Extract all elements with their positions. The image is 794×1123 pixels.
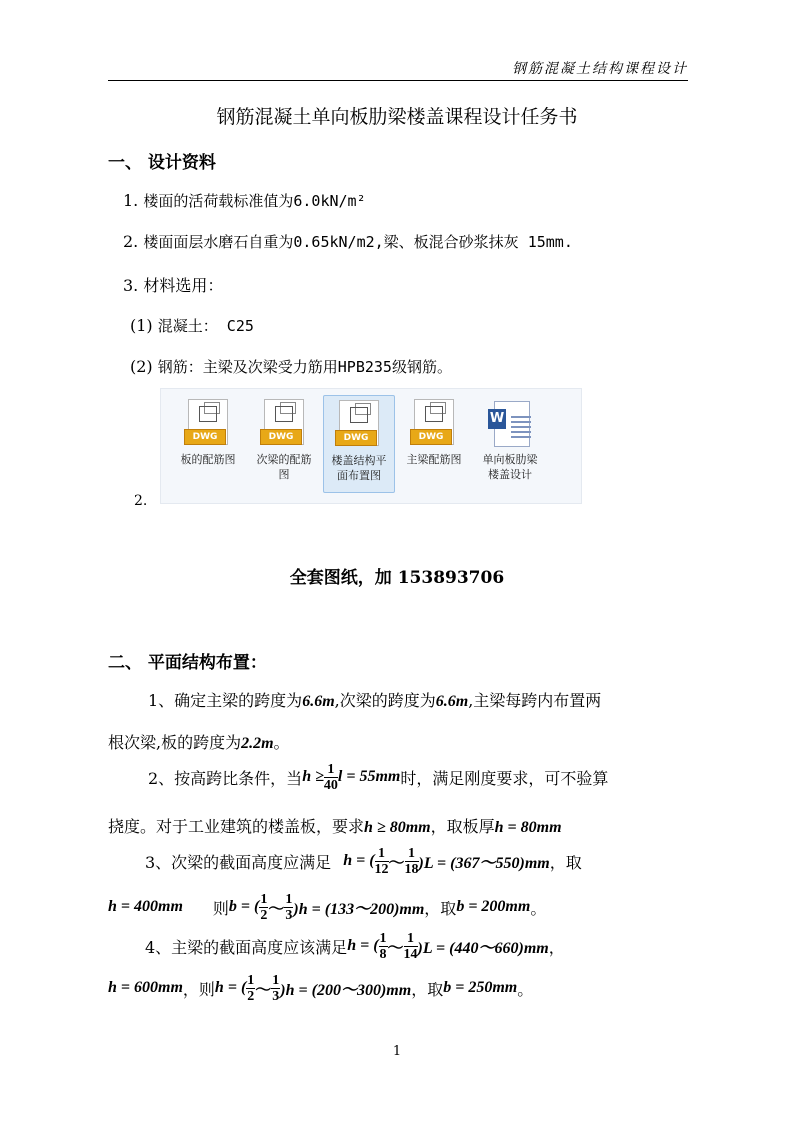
text: 时，满足刚度要求，可不验算 [400, 768, 609, 788]
text: ，则 [182, 979, 215, 999]
math: ～ [255, 981, 272, 999]
paragraph-1-line2 [108, 730, 290, 753]
text: ,主梁每跨内布置两 [468, 691, 602, 710]
promo-text: 全套图纸，加 153893706 [289, 568, 505, 588]
file-item[interactable] [249, 395, 319, 491]
text: 2、按高跨比条件，当 [148, 768, 303, 788]
paragraph-4 [145, 928, 565, 964]
text: 4、主梁的截面高度应该满足 [145, 937, 348, 957]
list-item-text: 楼面面层水磨石自重为0.65kN/m2,梁、板混合砂浆抹灰 15mm. [143, 233, 573, 251]
fraction: $\frac{1}{3}$ [272, 972, 280, 1004]
math: 6.6m [435, 693, 469, 710]
text: ，取 [424, 898, 457, 918]
dwg-file-icon: DWG [260, 399, 308, 449]
file-label-line2: 图 [278, 468, 290, 481]
paragraph-3-line2 [108, 889, 546, 925]
math: )h = (133～200)mm [293, 900, 425, 918]
math: b = 200mm [456, 898, 531, 915]
file-label-line2: 楼盖设计 [488, 468, 532, 481]
math: )h = (200～300)mm [280, 981, 412, 999]
math: h = ( [214, 979, 247, 996]
list-item [123, 190, 366, 211]
paragraph-3 [145, 843, 582, 879]
text: ，取板厚 [430, 817, 495, 836]
paragraph-1 [148, 688, 601, 711]
list-item-text: 楼面的活荷载标准值为6.0kN/m² [143, 192, 366, 210]
paragraph-2 [148, 760, 608, 794]
file-browser-panel [160, 388, 582, 504]
fraction: $\frac{1}{2}$ [247, 972, 255, 1004]
math: h = 80mm [494, 819, 562, 836]
file-label: 次梁的配筋 [256, 453, 312, 466]
file-item[interactable] [475, 395, 545, 491]
file-label: 主梁配筋图 [406, 453, 462, 466]
fraction: $\frac{1}{14}$ [403, 930, 418, 962]
sub-item-text: 混凝土： C25 [157, 317, 254, 335]
file-item[interactable] [173, 395, 243, 491]
text: 。 [530, 898, 547, 918]
header-rule [108, 80, 688, 81]
math: )L = (440～660)mm [417, 939, 549, 957]
list-item-text: 材料选用： [143, 276, 224, 295]
file-item[interactable] [399, 395, 469, 491]
math: b = 250mm [443, 979, 518, 996]
list-item [123, 273, 223, 296]
list-item-num: 2. [123, 232, 139, 251]
fraction: $\frac{1}{8}$ [379, 930, 387, 962]
section1-heading: 一、 设计资料 [108, 153, 216, 173]
running-header: 钢筋混凝土结构课程设计 [512, 61, 688, 77]
text: ，取 [411, 979, 444, 999]
text: 则 [212, 898, 229, 918]
math: h = ( [347, 937, 379, 954]
text: 根次梁,板的跨度为 [108, 733, 242, 752]
math: h ≥ 80mm [364, 819, 431, 836]
math: )L = (367～550)mm [418, 854, 550, 872]
file-label: 楼盖结构平 [331, 454, 387, 467]
math: b = ( [228, 898, 260, 915]
text: 3、次梁的截面高度应满足 [145, 852, 332, 872]
file-label: 板的配筋图 [180, 453, 236, 466]
fraction: $\frac{1}{12}$ [374, 845, 389, 877]
math: 2.2m [241, 735, 274, 752]
text: ,次梁的跨度为 [334, 691, 436, 710]
text: ，取 [549, 852, 582, 872]
sub-item [130, 356, 452, 377]
sub-item-num: (1) [130, 316, 153, 335]
sub-item-text: 钢筋：主梁及次梁受力筋用HPB235级钢筋。 [157, 358, 452, 376]
text: 。 [273, 733, 290, 752]
math: ～ [388, 854, 405, 872]
paragraph-4-line2 [108, 970, 533, 1006]
sub-item [130, 315, 254, 336]
list-item [123, 231, 573, 252]
dwg-file-icon: DWG [184, 399, 232, 449]
dwg-file-icon: DWG [335, 400, 383, 450]
math: ～ [268, 900, 285, 918]
file-item-selected[interactable] [323, 395, 395, 493]
math: h = 600mm [108, 979, 183, 996]
section2-heading: 二、 平面结构布置： [108, 653, 267, 673]
page-number: 1 [392, 1044, 402, 1059]
math: l = 55mm [337, 768, 401, 785]
fraction: $\frac{1}{40}$ [323, 761, 338, 793]
math: 6.6m [302, 693, 335, 710]
fraction: $\frac{1}{2}$ [260, 891, 268, 923]
math: ～ [387, 939, 404, 957]
sub-item-num: (2) [130, 357, 153, 376]
fraction: $\frac{1}{18}$ [404, 845, 419, 877]
dwg-file-icon: DWG [410, 399, 458, 449]
math: h = 400mm [108, 898, 183, 915]
list-item-num: 2. [134, 493, 148, 509]
text: ， [548, 937, 565, 957]
file-label-line2: 面布置图 [337, 469, 381, 482]
file-label: 单向板肋梁 [482, 453, 538, 466]
list-item-num: 3. [123, 276, 139, 295]
paragraph-2-line2 [108, 814, 562, 837]
document-title: 钢筋混凝土单向板肋梁楼盖课程设计任务书 [216, 106, 578, 128]
fraction: $\frac{1}{3}$ [285, 891, 293, 923]
text: 。 [517, 979, 534, 999]
text: 挠度。对于工业建筑的楼盖板，要求 [108, 817, 365, 836]
list-item-num: 1. [123, 191, 139, 210]
word-file-icon: W [486, 399, 534, 449]
math: h ≥ [302, 768, 324, 785]
math: h = ( [343, 852, 375, 869]
text: 1、确定主梁的跨度为 [148, 691, 303, 710]
